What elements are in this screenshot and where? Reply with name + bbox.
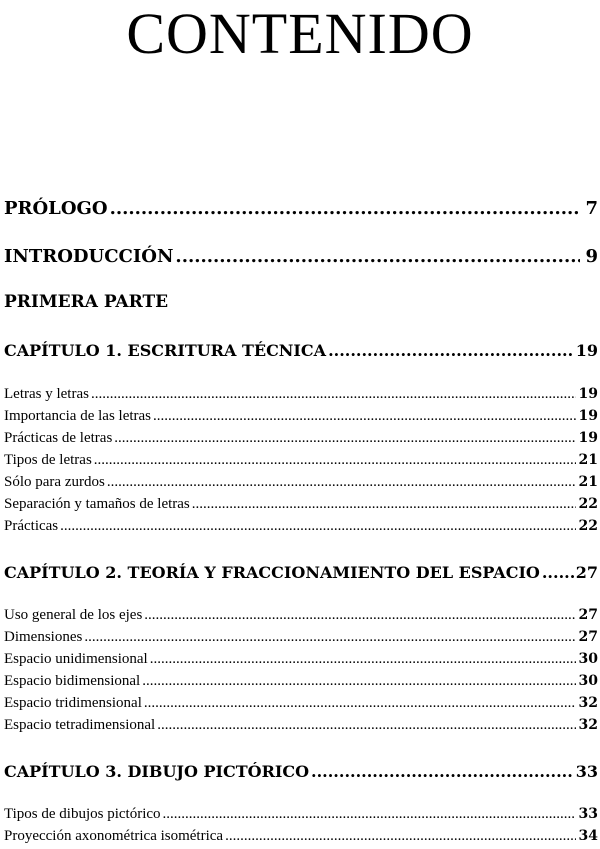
toc-entry[interactable] [4, 806, 598, 823]
toc-label: Espacio unidimensional [4, 651, 148, 667]
toc-label: Espacio tetradimensional [4, 717, 156, 733]
toc-page: 27 [578, 607, 598, 623]
dot-leader [84, 629, 576, 646]
dot-leader [94, 452, 576, 469]
toc-label: Sólo para zurdos [4, 474, 105, 490]
toc-page: 19 [578, 386, 598, 402]
toc-page: 21 [578, 474, 598, 490]
toc-page: 32 [578, 695, 598, 711]
toc-label: Separación y tamaños de letras [4, 496, 190, 512]
toc-page: 19 [575, 341, 598, 360]
toc-entry[interactable] [4, 651, 598, 668]
toc-page: 30 [578, 651, 598, 667]
toc-entry[interactable] [4, 828, 598, 845]
toc-entry[interactable] [4, 629, 598, 646]
toc-entry[interactable] [4, 408, 598, 425]
dot-leader [542, 563, 574, 582]
dot-leader [311, 762, 574, 781]
dot-leader [328, 341, 574, 360]
toc-label: Letras y letras [4, 386, 89, 402]
toc-page: 22 [578, 518, 598, 534]
dot-leader [163, 806, 576, 823]
toc-entry[interactable] [4, 673, 598, 690]
toc-label: Espacio tridimensional [4, 695, 142, 711]
toc-page: 33 [578, 806, 598, 822]
toc-page: 27 [578, 629, 598, 645]
toc-entry[interactable] [4, 717, 598, 734]
toc-page: 21 [578, 452, 598, 468]
dot-leader [175, 246, 580, 267]
toc-entry[interactable] [4, 695, 598, 712]
toc-entry[interactable] [4, 496, 598, 513]
toc-label: Espacio bidimensional [4, 673, 141, 689]
toc-chapter[interactable] [4, 762, 598, 781]
toc-page: 30 [578, 673, 598, 689]
toc-label: PRÓLOGO [4, 198, 108, 219]
toc-page: 32 [578, 717, 598, 733]
dot-leader [144, 695, 576, 712]
toc-page: 34 [578, 828, 598, 844]
part-heading: PRIMERA PARTE [4, 292, 169, 312]
toc-label: INTRODUCCIÓN [4, 246, 174, 267]
dot-leader [107, 474, 576, 491]
dot-leader [157, 717, 576, 734]
toc-chapter[interactable] [4, 563, 598, 582]
page-title: CONTENIDO [126, 1, 474, 66]
dot-leader [91, 386, 576, 403]
toc-label: Tipos de letras [4, 452, 92, 468]
toc-label: CAPÍTULO 2. TEORÍA Y FRACCIONAMIENTO DEL ESPACIO [4, 563, 540, 582]
dot-leader [110, 198, 580, 219]
dot-leader [142, 673, 576, 690]
toc-label: Prácticas de letras [4, 430, 113, 446]
toc-label: Tipos de dibujos pictórico [4, 806, 161, 822]
toc-label: Uso general de los ejes [4, 607, 143, 623]
toc-entry[interactable] [4, 607, 598, 624]
toc-page: 19 [578, 430, 598, 446]
toc-label: Importancia de las letras [4, 408, 152, 424]
toc-chapter[interactable] [4, 341, 598, 360]
toc-label: CAPÍTULO 1. ESCRITURA TÉCNICA [4, 341, 327, 360]
dot-leader [153, 408, 576, 425]
toc-entry[interactable] [4, 474, 598, 491]
toc-entry[interactable] [4, 518, 598, 535]
toc-entry[interactable] [4, 430, 598, 447]
toc-prologo[interactable] [4, 198, 598, 219]
toc-label: Proyección axonométrica isométrica [4, 828, 224, 844]
toc-page: 27 [575, 563, 598, 582]
dot-leader [144, 607, 576, 624]
dot-leader [60, 518, 576, 535]
dot-leader [192, 496, 576, 513]
toc-introduccion[interactable] [4, 246, 598, 267]
toc-label: CAPÍTULO 3. DIBUJO PICTÓRICO [4, 762, 310, 781]
toc-label: Dimensiones [4, 629, 83, 645]
toc-page: 7 [585, 198, 598, 219]
toc-label: Prácticas [4, 518, 59, 534]
dot-leader [114, 430, 576, 447]
toc-entry[interactable] [4, 386, 598, 403]
toc-page: 9 [585, 246, 598, 267]
toc-page: 33 [575, 762, 598, 781]
toc-entry[interactable] [4, 452, 598, 469]
dot-leader [225, 828, 576, 845]
toc-page: 19 [578, 408, 598, 424]
toc-page: 22 [578, 496, 598, 512]
dot-leader [150, 651, 576, 668]
